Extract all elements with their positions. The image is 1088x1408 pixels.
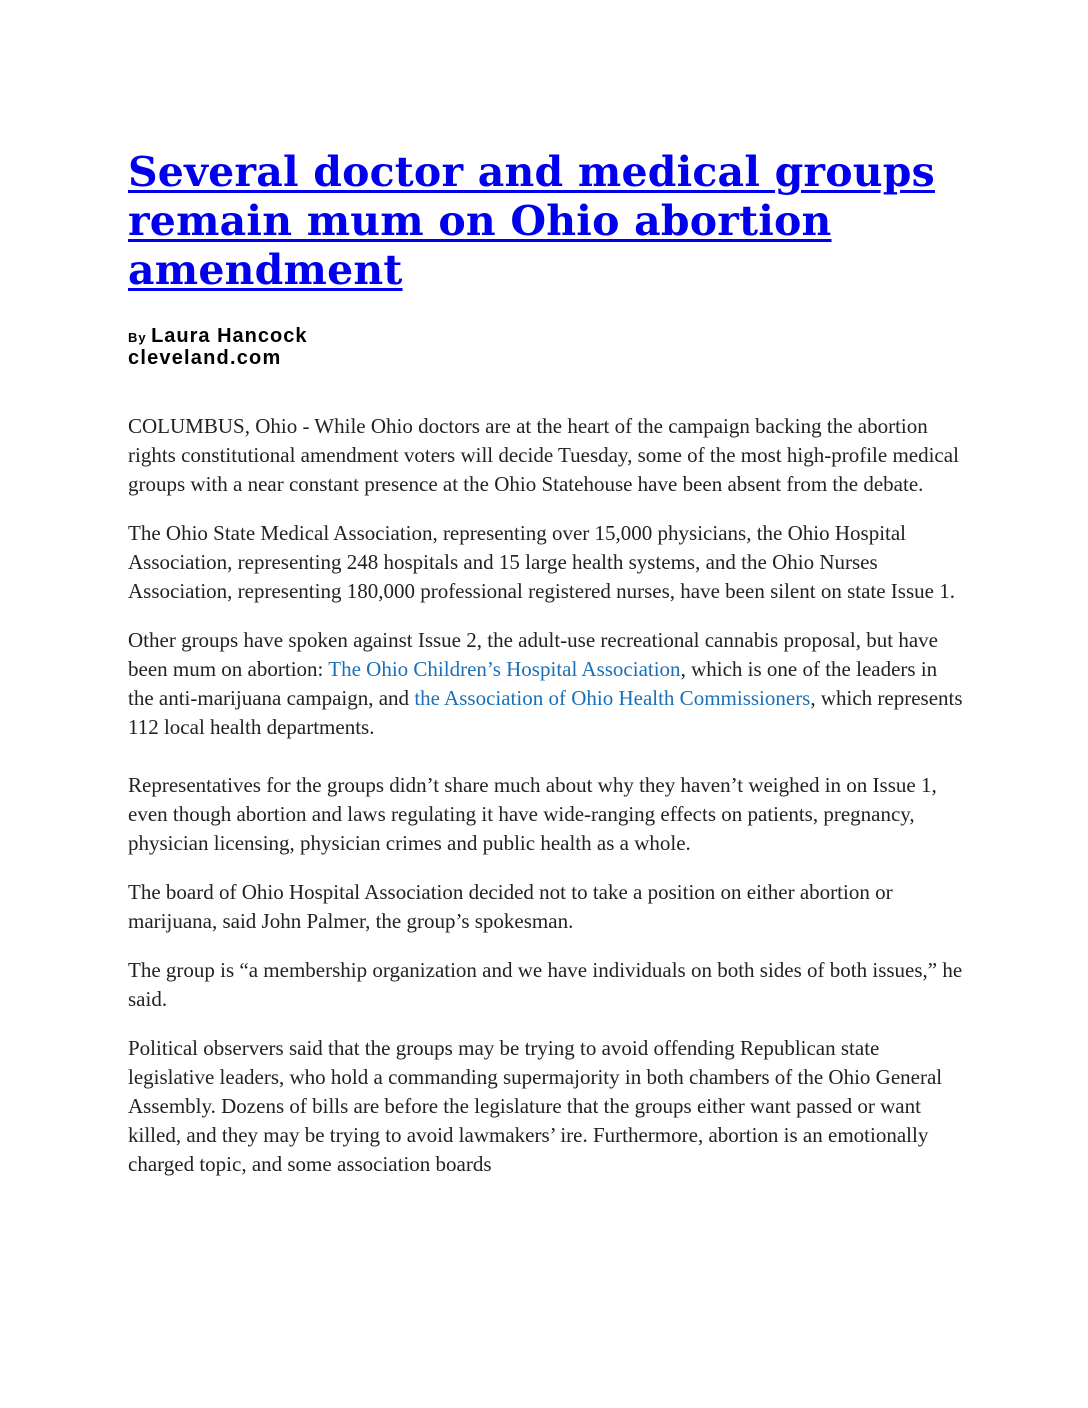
paragraph-4: Representatives for the groups didn’t share much about why they haven’t weighed in on Issue 1, even though abortion and laws regulating it have wide-ranging effects on patients, pregnancy, physician licensing, physician crimes and public health as a whole.	[128, 773, 937, 855]
paragraph-1: COLUMBUS, Ohio - While Ohio doctors are at the heart of the campaign backing the abortion rights constitutional amendment voters will decide Tuesday, some of the most high-profile medical groups with a near constant presence at the Ohio Statehouse have been absent from the debate.	[128, 414, 959, 496]
paragraph-3-text-c: , which represents 112 local health departments.	[128, 686, 963, 739]
paragraph-6: The group is “a membership organization and we have individuals on both sides of both issues,” he said.	[128, 958, 963, 1011]
article-page	[128, 148, 968, 1199]
paragraph-3-text-b: , which is one of the leaders in the anti-marijuana campaign, and	[128, 657, 938, 710]
paragraph-5: The board of Ohio Hospital Association decided not to take a position on either abortion or marijuana, said John Palmer, the group’s spokesman.	[128, 880, 893, 933]
byline-prefix: By	[128, 330, 147, 345]
paragraph-3-text-a: Other groups have spoken against Issue 2, the adult-use recreational cannabis proposal, but have been mum on abortion:	[128, 628, 938, 681]
headline-link[interactable]: Several doctor and medical groups remain mum on Ohio abortion amendment	[128, 148, 935, 294]
article-body	[128, 412, 968, 1179]
paragraph-3	[128, 626, 968, 742]
byline	[128, 325, 968, 370]
paragraph-7: Political observers said that the groups may be trying to avoid offending Republican state legislative leaders, who hold a commanding supermajority in both chambers of the Ohio General Assembly. Dozens of bills are before the legislature that the groups either want passed or want killed, and they may be trying to avoid lawmakers’ ire. Furthermore, abortion is an emotionally charged topic, and some association boards	[128, 1036, 943, 1176]
author-name: Laura Hancock	[151, 325, 308, 347]
article-headline	[128, 148, 968, 295]
link-association-ohio-health-commissioners[interactable]: the Association of Ohio Health Commissioners	[414, 686, 811, 710]
paragraph-2: The Ohio State Medical Association, representing over 15,000 physicians, the Ohio Hospital Association, representing 248 hospitals and 15 large health systems, and the Ohio Nurses Association, representing 180,000 professional registered nurses, have been silent on state Issue 1.	[128, 521, 955, 603]
outlet-name: cleveland.com	[128, 347, 282, 369]
link-ohio-childrens-hospital-association[interactable]: The Ohio Children’s Hospital Association	[328, 657, 681, 681]
